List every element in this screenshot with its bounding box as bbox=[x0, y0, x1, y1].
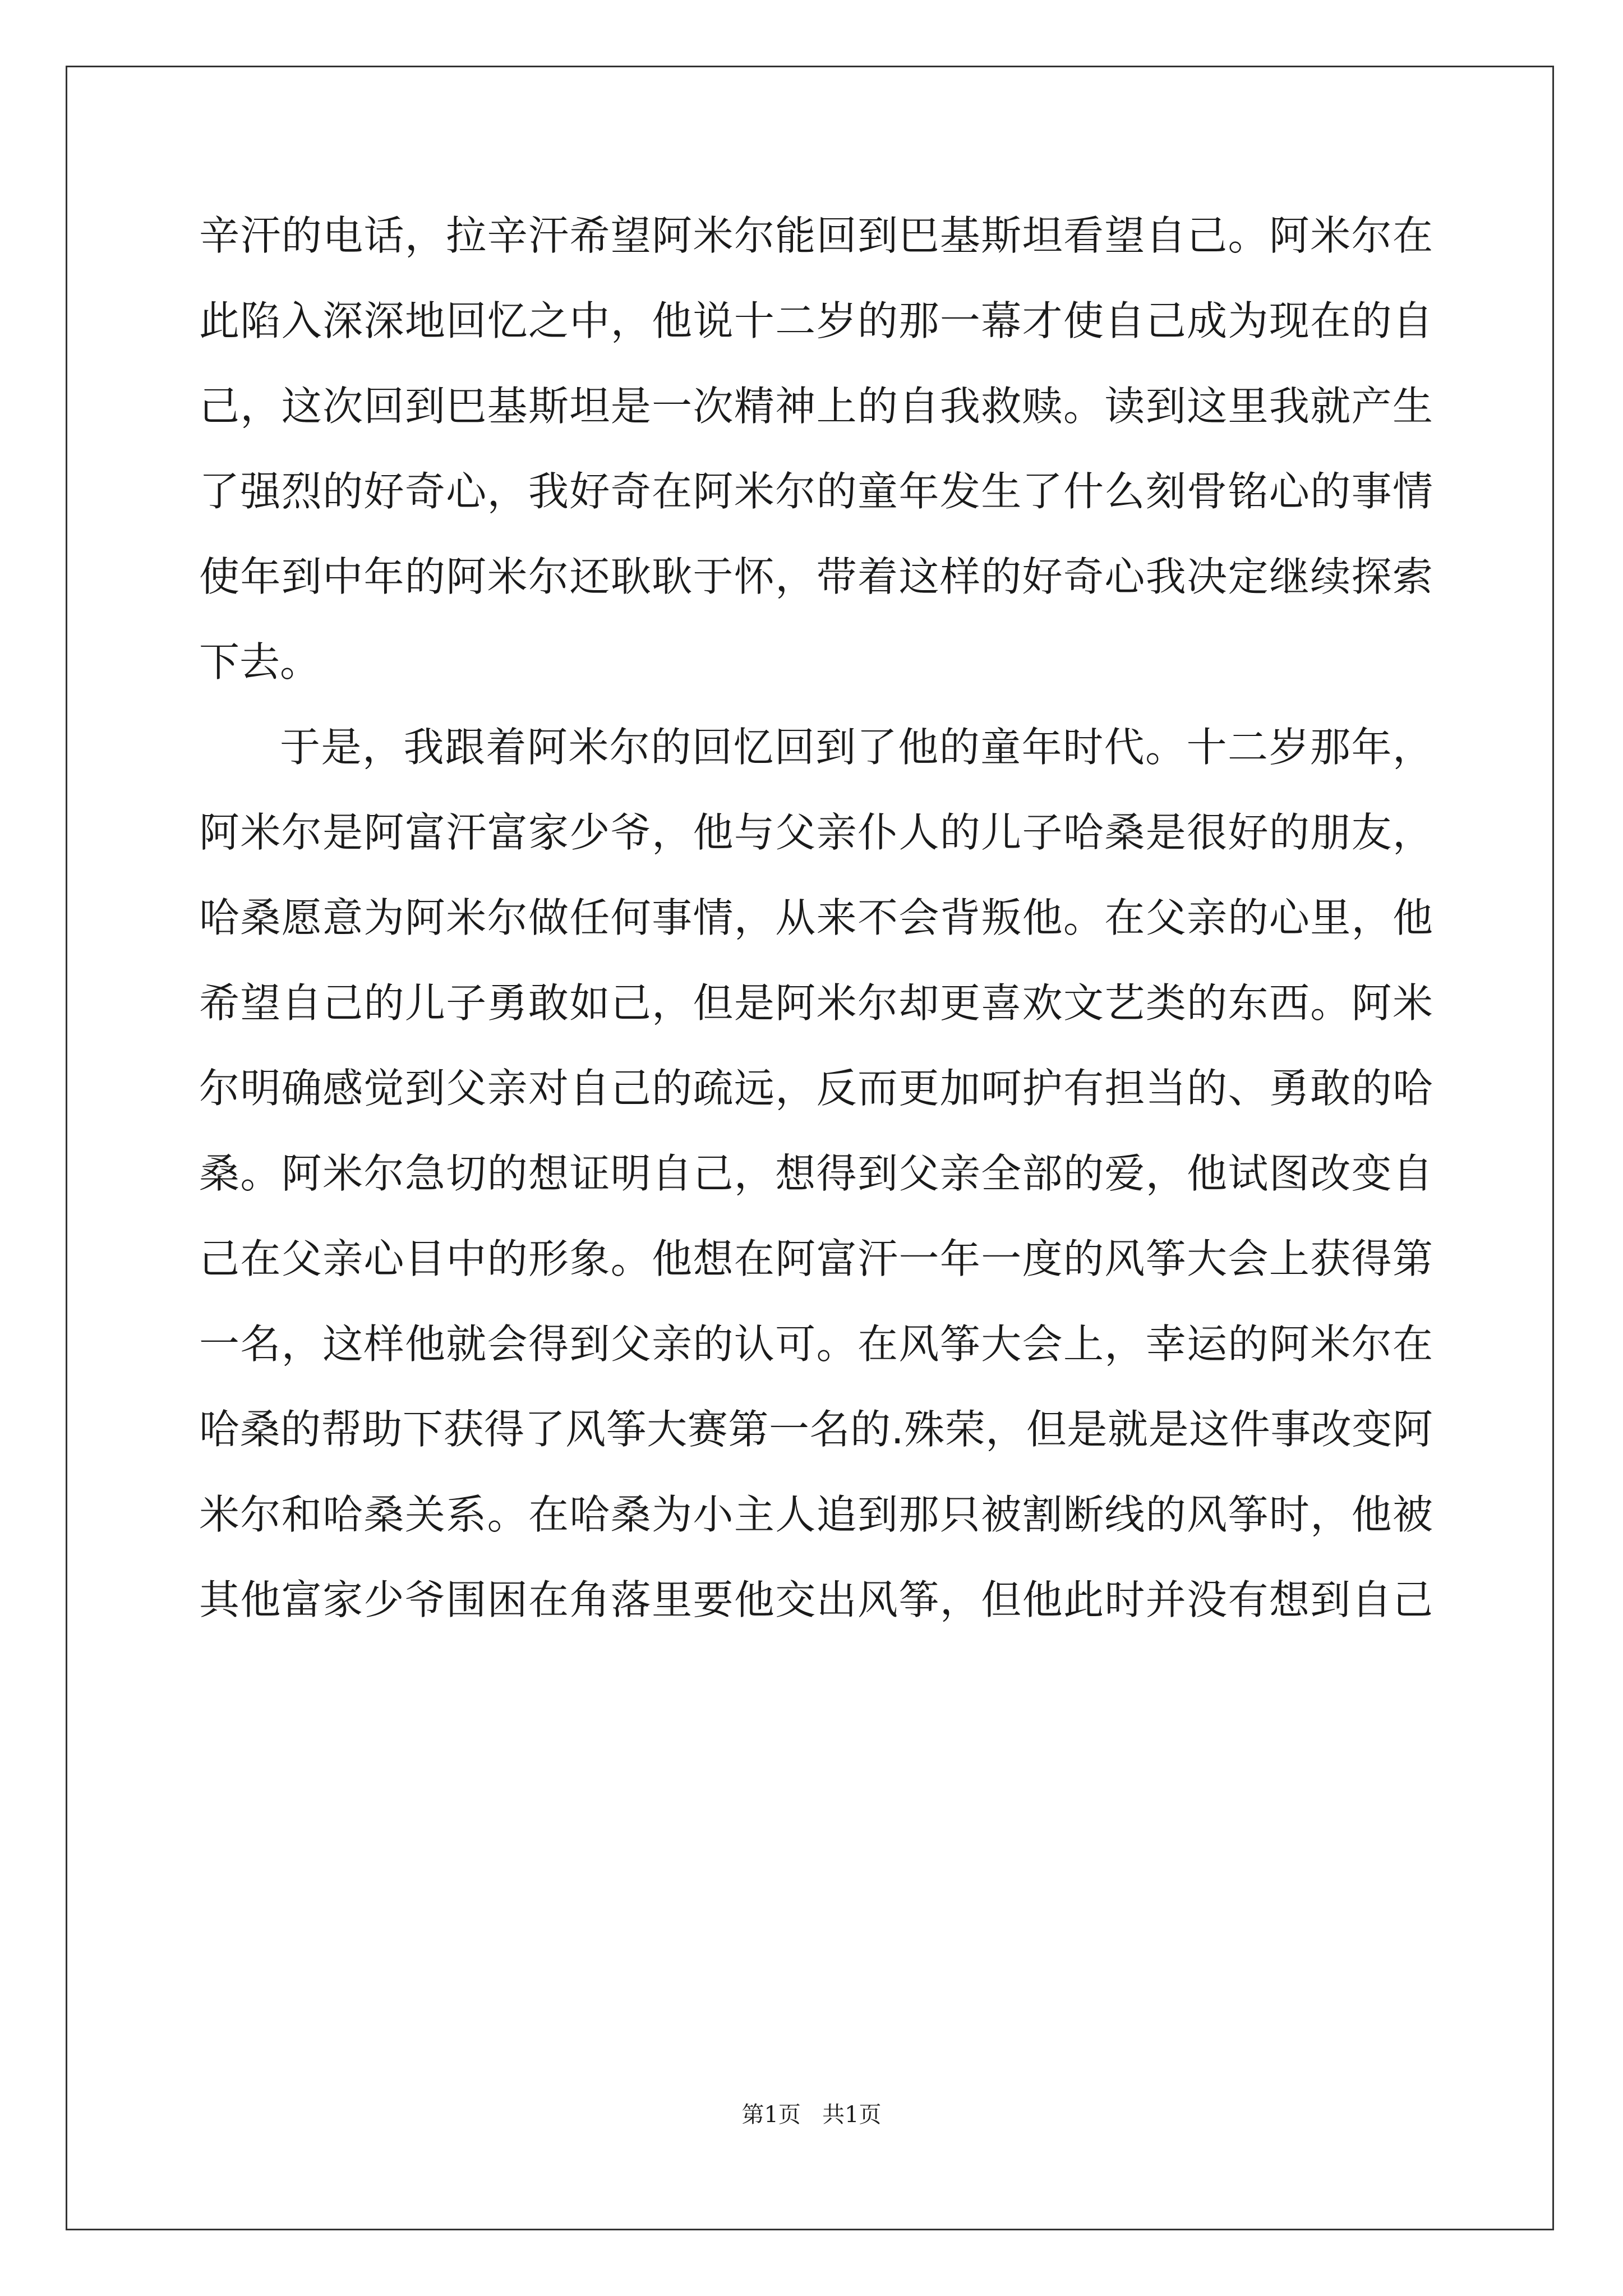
paragraph-2-line-11: 其他富家少爷围困在角落里要他交出风筝，但他此时并没有想到自己 bbox=[199, 1576, 1433, 1623]
paragraph-2-line-3: 哈桑愿意为阿米尔做任何事情，从来不会背叛他。在父亲的心里，他 bbox=[199, 894, 1433, 941]
page-number-label: 第1页 bbox=[741, 2102, 801, 2128]
paragraph-2-line-6: 桑。阿米尔急切的想证明自己，想得到父亲全部的爱，他试图改变自 bbox=[199, 1150, 1433, 1197]
page-footer bbox=[0, 2101, 1623, 2129]
paragraph-1-line-1: 辛汗的电话，拉辛汗希望阿米尔能回到巴基斯坦看望自己。阿米尔在 bbox=[199, 212, 1433, 259]
page-total-label: 共1页 bbox=[822, 2102, 882, 2128]
paragraph-2-line-1: 于是，我跟着阿米尔的回忆回到了他的童年时代。十二岁那年， bbox=[280, 724, 1433, 771]
paragraph-2-line-5: 尔明确感觉到父亲对自己的疏远，反而更加呵护有担当的、勇敢的哈 bbox=[199, 1065, 1433, 1112]
paragraph-1-line-3: 己，这次回到巴基斯坦是一次精神上的自我救赎。读到这里我就产生 bbox=[199, 383, 1433, 430]
paragraph-2-line-8: 一名，这样他就会得到父亲的认可。在风筝大会上，幸运的阿米尔在 bbox=[199, 1320, 1433, 1368]
paragraph-2-line-10: 米尔和哈桑关系。在哈桑为小主人追到那只被割断线的风筝时，他被 bbox=[199, 1491, 1433, 1538]
paragraph-2-line-4: 希望自己的儿子勇敢如己，但是阿米尔却更喜欢文艺类的东西。阿米 bbox=[199, 979, 1433, 1027]
paragraph-1-line-4: 了强烈的好奇心，我好奇在阿米尔的童年发生了什么刻骨铭心的事情 bbox=[199, 468, 1433, 515]
paragraph-2-line-9: 哈桑的帮助下获得了风筝大赛第一名的.殊荣，但是就是这件事改变阿 bbox=[199, 1406, 1433, 1453]
paragraph-1-line-6: 下去。 bbox=[199, 638, 321, 685]
paragraph-1-line-2: 此陷入深深地回忆之中，他说十二岁的那一幕才使自己成为现在的自 bbox=[199, 297, 1433, 344]
paragraph-2-line-7: 己在父亲心目中的形象。他想在阿富汗一年一度的风筝大会上获得第 bbox=[199, 1235, 1433, 1282]
paragraph-1-line-5: 使年到中年的阿米尔还耿耿于怀，带着这样的好奇心我决定继续探索 bbox=[199, 553, 1433, 600]
paragraph-2-line-2: 阿米尔是阿富汗富家少爷，他与父亲仆人的儿子哈桑是很好的朋友， bbox=[199, 809, 1433, 856]
